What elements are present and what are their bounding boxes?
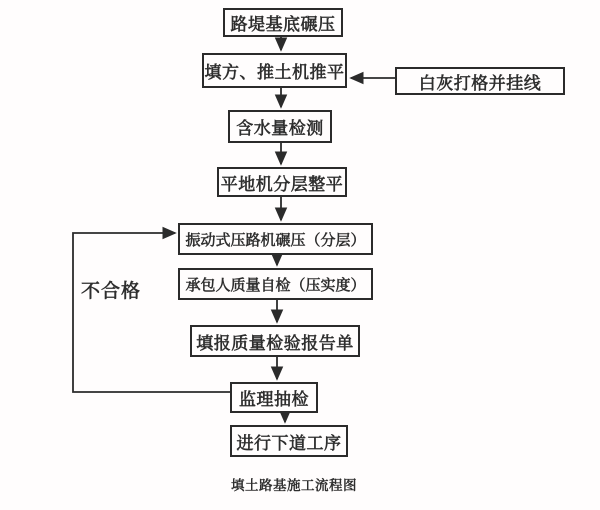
edge-label-unqualified: 不合格 [81,281,142,302]
node-next-process: 进行下道工序 [230,425,348,457]
node-supervisor-sampling-inspection: 监理抽检 [230,382,318,413]
node-contractor-self-inspection: 承包人质量自检（压实度） [178,268,373,300]
node-moisture-content-test: 含水量检测 [228,110,332,143]
node-roadbed-base-compaction: 路堤基底碾压 [223,8,343,37]
node-filling-bulldozer-leveling: 填方、推土机推平 [202,53,347,88]
node-lime-grid-and-line-marking: 白灰打格并挂线 [395,67,565,95]
diagram-caption: 填土路基施工流程图 [231,478,357,493]
node-quality-inspection-report: 填报质量检验报告单 [190,325,360,357]
node-vibratory-roller-compaction: 振动式压路机碾压（分层） [178,223,373,255]
arrow-unqualified-feedback [73,233,230,392]
node-grader-layered-leveling: 平地机分层整平 [217,167,347,197]
